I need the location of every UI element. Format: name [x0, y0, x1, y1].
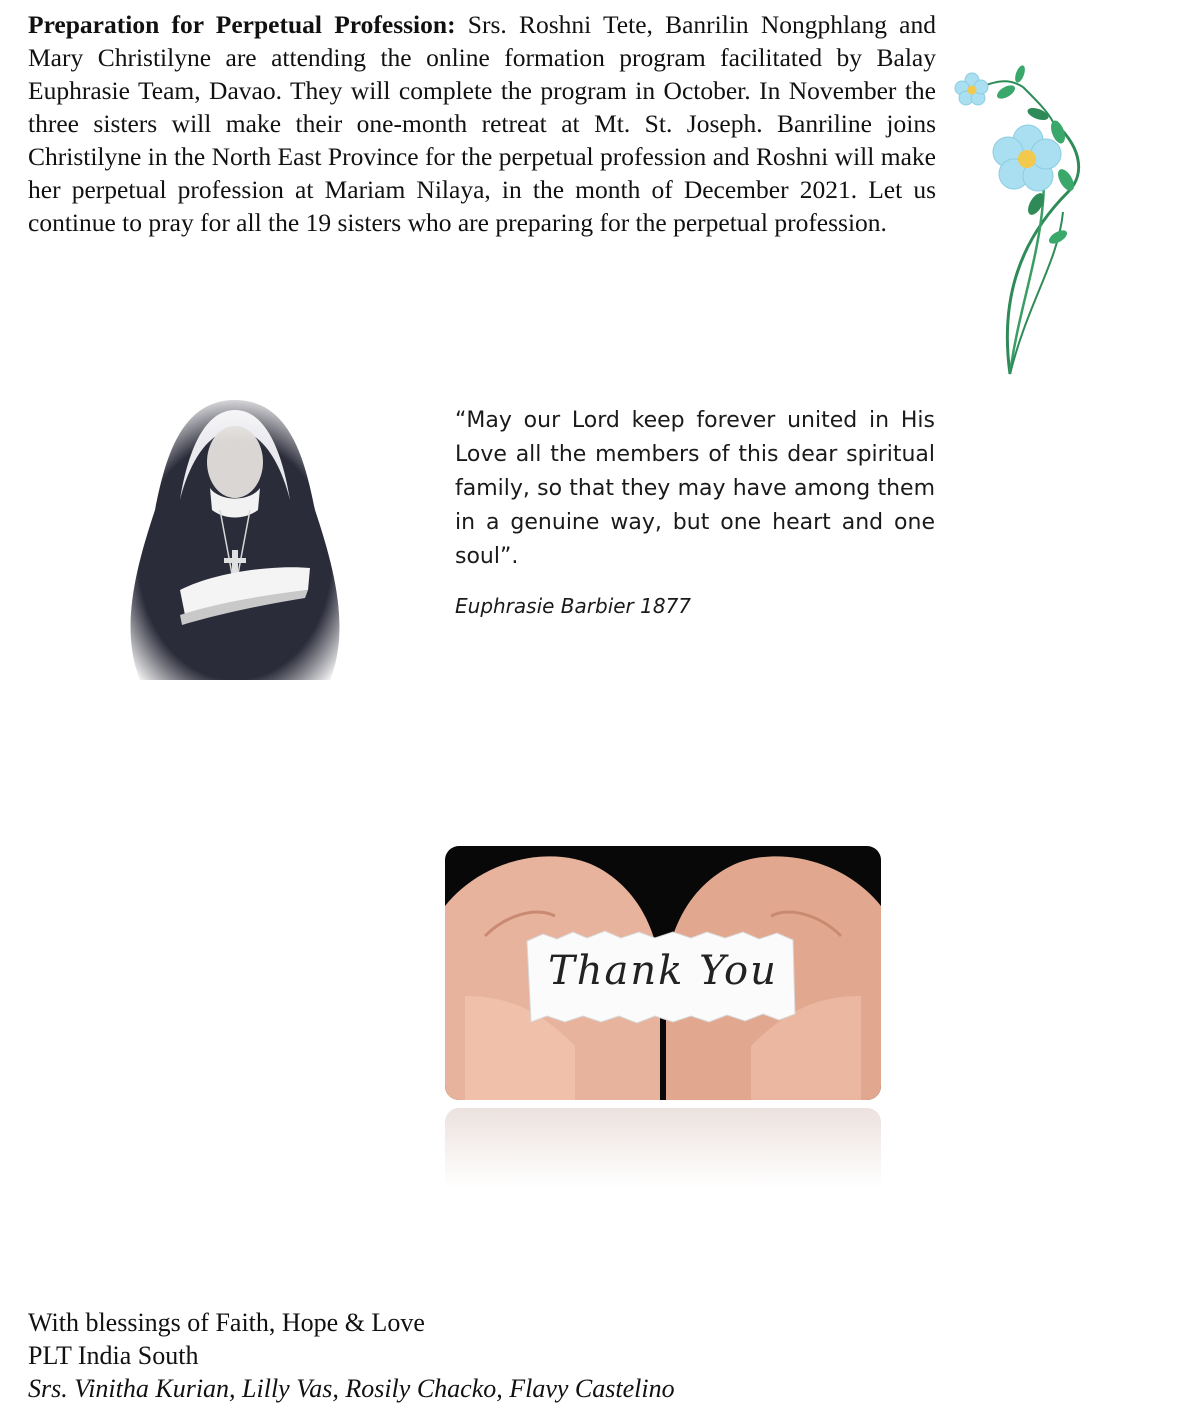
thank-you-text: Thank You — [548, 948, 778, 994]
flower-decoration-icon — [948, 62, 1098, 382]
thank-you-reflection — [445, 1108, 881, 1188]
closing-block — [28, 1306, 675, 1405]
euphrasie-portrait-image — [110, 390, 360, 700]
closing-team: PLT India South — [28, 1341, 199, 1370]
paragraph-body: Srs. Roshni Tete, Banrilin Nongphlang and Mary Christilyne are attending the online formation program facilitated by Balay Euphrasie Team, Davao. They will complete the program in October. In November the three sisters will make their one-month retreat at Mt. St. Joseph. Banriline joins Christilyne in the North East Province for the perpetual profession and Roshni will make her perpetual profession at Mariam Nilaya, in the month of December 2021. Let us continue to pray for all the 19 sisters who are preparing for the perpetual profession. — [28, 10, 936, 237]
closing-blessing: With blessings of Faith, Hope & Love — [28, 1308, 425, 1337]
thank-you-image — [445, 846, 881, 1100]
quote-author: Euphrasie Barbier 1877 — [455, 594, 692, 618]
profession-paragraph — [28, 8, 936, 239]
quote-text: “May our Lord keep forever united in His Love all the members of this dear spiritual family, so that they may have among them in a genuine way, but one heart and one soul”. — [455, 408, 935, 569]
paragraph-heading: Preparation for Perpetual Profession: — [28, 10, 456, 39]
closing-signers: Srs. Vinitha Kurian, Lilly Vas, Rosily Chacko, Flavy Castelino — [28, 1374, 675, 1403]
